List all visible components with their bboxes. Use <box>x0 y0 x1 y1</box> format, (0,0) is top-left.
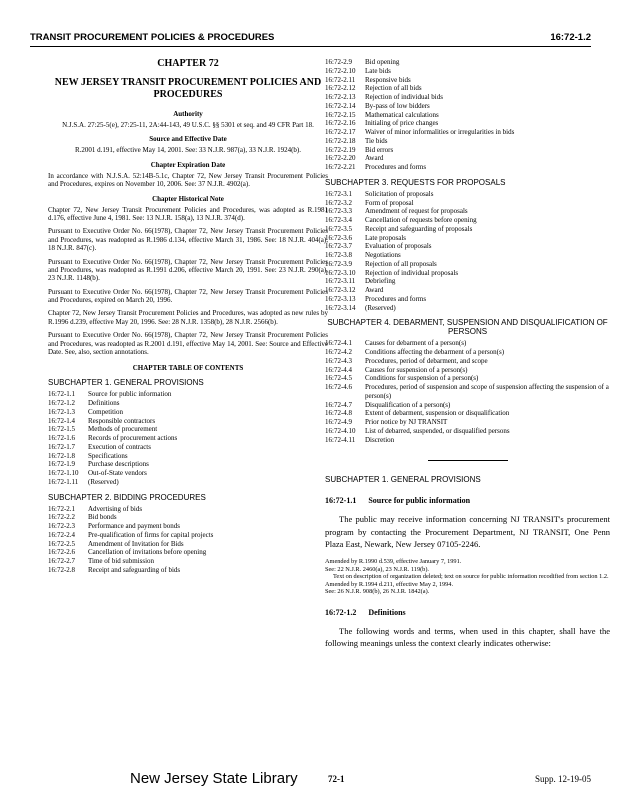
toc-entry[interactable] <box>48 566 328 575</box>
toc-entry-title: Causes for debarment of a person(s) <box>365 339 467 348</box>
toc-entry[interactable] <box>325 207 610 216</box>
history-note: Pursuant to Executive Order No. 66(1978), Chapter 72, New Jersey Transit Procurement Policies and Procedures, was readopted as R.2001 d.191, effective May 14, 2001. See: Source and Effective Date. See, also, section annotations. <box>48 331 328 357</box>
toc-entry[interactable] <box>325 67 610 76</box>
toc-entry-title: Advertising of bids <box>88 504 143 513</box>
toc-entry[interactable] <box>325 242 610 251</box>
toc-entry[interactable] <box>325 427 610 436</box>
toc-entry[interactable] <box>48 548 328 557</box>
toc-entry-title: Specifications <box>88 451 128 460</box>
toc-entry-title: (Reserved) <box>365 303 396 312</box>
toc-entry-title: Conditions affecting the debarment of a person(s) <box>365 348 505 356</box>
toc-entry-number: 16:72-2.6 <box>48 548 76 557</box>
toc-subchapter-2-title: SUBCHAPTER 2. BIDDING PROCEDURES <box>48 492 206 502</box>
toc-entry-title: Amendment of Invitation for Bids <box>88 539 184 548</box>
toc-entry[interactable] <box>325 348 610 357</box>
toc-entry-number: 16:72-1.1 <box>48 390 76 399</box>
toc-entry-number: 16:72-2.20 <box>325 154 356 163</box>
history-heading: Chapter Historical Note <box>152 194 224 203</box>
toc-entry-number: 16:72-3.9 <box>325 259 353 268</box>
toc-entry-title: Form of proposal <box>365 198 414 207</box>
toc-subchapter-4-title: SUBCHAPTER 4. DEBARMENT, SUSPENSION AND DISQUALIFICATION OF PERSONS <box>327 318 608 337</box>
toc-entry-title: (Reserved) <box>88 477 119 486</box>
toc-entry[interactable] <box>48 478 328 487</box>
amendment-note: Text on description of organization deleted; text on source for public information recodified from section 1.2. <box>333 573 609 581</box>
toc-entry-number: 16:72-4.11 <box>325 435 356 444</box>
toc-entry[interactable] <box>48 417 328 426</box>
right-column <box>325 58 610 658</box>
toc-entry-title: Performance and payment bonds <box>88 522 180 531</box>
toc-entry-title: Procedures and forms <box>365 294 427 303</box>
toc-entry-number: 16:72-2.2 <box>48 513 76 522</box>
toc-entry-title: Out-of-State vendors <box>88 469 147 478</box>
toc-entry-number: 16:72-3.14 <box>325 303 356 312</box>
toc-entry[interactable] <box>325 58 610 67</box>
toc-entry-title: Receipt and safeguarding of proposals <box>365 224 473 233</box>
toc-subchapter-1-title: SUBCHAPTER 1. GENERAL PROVISIONS <box>48 378 204 388</box>
toc-entry-number: 16:72-1.5 <box>48 425 76 434</box>
toc-entry[interactable] <box>325 146 610 155</box>
source-text: R.2001 d.191, effective May 14, 2001. See: 33 N.J.R. 987(a), 33 N.J.R. 1924(b). <box>75 146 301 155</box>
section-text: The following words and terms, when used in this chapter, shall have the following meanings unless the context clearly indicates otherwise: <box>325 625 610 649</box>
toc-entry[interactable] <box>325 286 610 295</box>
toc-entry[interactable] <box>325 84 610 93</box>
toc-entry-title: Debriefing <box>365 277 396 286</box>
section-number: 16:72-1.1 <box>325 496 357 506</box>
toc-entry[interactable] <box>325 216 610 225</box>
toc-entry-number: 16:72-2.17 <box>325 128 356 136</box>
toc-entry-title: Cancellation of invitations before opening <box>88 548 207 557</box>
toc-entry[interactable] <box>325 383 610 401</box>
history-note: Pursuant to Executive Order No. 66(1978), Chapter 72, New Jersey Transit Procurement Policies and Procedures, expired on March 20, 1996. <box>48 287 328 305</box>
toc-entry-title: Procedures and forms <box>365 163 427 171</box>
toc-entry-title: Source for public information <box>88 390 172 399</box>
toc-entry-title: Extent of debarment, suspension or disqualification <box>365 409 510 418</box>
toc-entry[interactable] <box>48 460 328 469</box>
toc-entry-title: Causes for suspension of a person(s) <box>365 365 468 374</box>
history-note: Pursuant to Executive Order No. 66(1978), Chapter 72, New Jersey Transit Procurement Policies and Procedures, was readopted as R.1986 d.134, effective March 31, 1986. See: 18 N.J.R. 404(a), 18 N.J.R. 847(c). <box>48 227 328 253</box>
toc-entry-number: 16:72-3.5 <box>325 224 353 233</box>
toc-entry[interactable] <box>325 269 610 278</box>
toc-entry-number: 16:72-3.13 <box>325 294 356 303</box>
toc-entry-title: Rejection of all proposals <box>365 259 437 268</box>
toc-entry-number: 16:72-2.10 <box>325 66 356 75</box>
toc-entry-number: 16:72-3.1 <box>325 189 353 198</box>
toc-entry-title: Late proposals <box>365 233 407 242</box>
toc-entry-number: 16:72-2.16 <box>325 119 356 128</box>
toc-entry-number: 16:72-3.7 <box>325 242 353 251</box>
toc-entry[interactable] <box>325 190 610 199</box>
toc-entry-title: Award <box>365 154 384 163</box>
running-header <box>30 30 591 47</box>
toc-entry-number: 16:72-4.7 <box>325 400 353 409</box>
toc-entry[interactable] <box>325 93 610 102</box>
toc-entry[interactable] <box>48 425 328 434</box>
toc-entry-number: 16:72-3.4 <box>325 216 353 224</box>
toc-entry[interactable] <box>325 339 610 348</box>
toc-entry-title: Disqualification of a person(s) <box>365 400 451 409</box>
authority-heading: Authority <box>173 110 203 118</box>
history-note: Chapter 72, New Jersey Transit Procurement Policies and Procedures, was adopted as new rules by R.1996 d.239, effective May 20, 1996. See: 28 N.J.R. 1358(b), 28 N.J.R. 2566(b). <box>48 309 328 326</box>
toc-entry[interactable] <box>325 251 610 260</box>
toc-entry[interactable] <box>325 295 610 304</box>
toc-entry-number: 16:72-4.9 <box>325 418 353 426</box>
toc-entry-title: Evaluation of proposals <box>365 242 432 251</box>
toc-entry[interactable] <box>48 540 328 549</box>
amendment-note: Amended by R.1990 d.539, effective January 7, 1991. <box>325 558 462 566</box>
toc-entry-title: Procedures, period of debarment, and scope <box>365 356 488 365</box>
toc-entry[interactable] <box>48 531 328 540</box>
toc-entry-title: Competition <box>88 407 123 416</box>
amendment-notes <box>325 558 610 596</box>
toc-entry-title: Bid errors <box>365 145 394 154</box>
toc-entry-number: 16:72-3.8 <box>325 251 353 259</box>
toc-entry[interactable] <box>48 557 328 566</box>
toc-entry-number: 16:72-1.9 <box>48 460 76 469</box>
authority-text: N.J.S.A. 27:25-5(e), 27:25-11, 2A:44-143, 49 U.S.C. §§ 5301 et seq. and 49 CFR Part 18. <box>62 121 314 129</box>
header-section-number: 16:72-1.2 <box>550 32 591 43</box>
toc-entry-number: 16:72-1.3 <box>48 407 76 416</box>
toc-entry-title: Rejection of all bids <box>365 84 422 93</box>
section-heading-1-2 <box>325 608 610 617</box>
toc-entry-title: List of debarred, suspended, or disqualified persons <box>365 426 510 435</box>
toc-entry[interactable] <box>48 452 328 461</box>
toc-entry-number: 16:72-2.15 <box>325 110 356 119</box>
toc-entry[interactable] <box>48 443 328 452</box>
toc-entry-title: Negotiations <box>365 251 401 259</box>
toc-entry-number: 16:72-2.13 <box>325 93 356 101</box>
left-column <box>48 58 328 575</box>
toc-entry[interactable] <box>325 137 610 146</box>
toc-entry[interactable] <box>325 76 610 85</box>
toc-subchapter-1-list <box>48 390 328 486</box>
toc-entry-number: 16:72-3.11 <box>325 277 356 286</box>
toc-entry-number: 16:72-2.19 <box>325 145 356 154</box>
toc-entry[interactable] <box>325 154 610 163</box>
toc-entry-number: 16:72-1.11 <box>48 477 79 486</box>
toc-entry-title: Prior notice by NJ TRANSIT <box>365 418 448 426</box>
section-divider <box>428 460 508 461</box>
expiration-heading: Chapter Expiration Date <box>150 160 226 169</box>
toc-entry[interactable] <box>48 408 328 417</box>
toc-entry[interactable] <box>325 436 610 445</box>
toc-entry-title: Award <box>365 286 384 294</box>
toc-entry-number: 16:72-2.7 <box>48 557 76 566</box>
section-title: Definitions <box>368 607 406 617</box>
toc-entry-number: 16:72-1.4 <box>48 416 76 425</box>
toc-entry-number: 16:72-2.3 <box>48 522 76 531</box>
toc-entry[interactable] <box>48 399 328 408</box>
toc-entry[interactable] <box>48 434 328 443</box>
toc-entry[interactable] <box>325 277 610 286</box>
toc-entry[interactable] <box>325 401 610 410</box>
toc-entry[interactable] <box>325 111 610 120</box>
amendment-note: See: 22 N.J.R. 2460(a), 23 N.J.R. 119(b). <box>325 565 430 573</box>
toc-entry-number: 16:72-2.14 <box>325 101 356 110</box>
chapter-title: NEW JERSEY TRANSIT PROCUREMENT POLICIES AND PROCEDURES <box>54 77 322 100</box>
toc-subchapter-4-list <box>325 339 610 444</box>
toc-entry[interactable] <box>48 469 328 478</box>
toc-entry-title: Mathematical calculations <box>365 110 439 119</box>
toc-entry-title: Methods of procurement <box>88 425 158 434</box>
toc-entry-number: 16:72-3.10 <box>325 268 356 277</box>
toc-entry[interactable] <box>325 234 610 243</box>
body-subchapter-title: SUBCHAPTER 1. GENERAL PROVISIONS <box>325 475 481 485</box>
section-title: Source for public information <box>368 496 471 506</box>
amendment-note: Amended by R.1994 d.211, effective May 2, 1994. <box>325 580 454 588</box>
toc-subchapter-2-list <box>48 505 328 575</box>
toc-entry[interactable] <box>325 374 610 383</box>
toc-entry-title: Bid opening <box>365 58 400 66</box>
toc-entry-number: 16:72-4.10 <box>325 426 356 435</box>
toc-entry[interactable] <box>48 513 328 522</box>
toc-entry-number: 16:72-2.18 <box>325 136 356 145</box>
toc-entry-title: Rejection of individual proposals <box>365 268 459 277</box>
toc-entry-number: 16:72-2.1 <box>48 504 76 513</box>
toc-entry-title: Responsive bids <box>365 75 411 84</box>
toc-entry-title: Late bids <box>365 66 391 75</box>
toc-entry-title: Time of bid submission <box>88 557 155 566</box>
toc-entry-number: 16:72-1.10 <box>48 469 79 478</box>
toc-entry-number: 16:72-2.8 <box>48 565 76 574</box>
toc-entry-title: Tie bids <box>365 136 388 145</box>
toc-entry[interactable] <box>325 128 610 137</box>
page-number: 72-1 <box>328 774 345 784</box>
history-note: Chapter 72, New Jersey Transit Procurement Policies and Procedures, was adopted as R.1981 d.176, effective June 4, 1981. See: 13 N.J.R. 158(a), 13 N.J.R. 374(d). <box>48 205 328 222</box>
toc-entry-number: 16:72-4.6 <box>325 383 353 391</box>
toc-entry-number: 16:72-4.8 <box>325 409 353 418</box>
toc-entry-title: Purchase descriptions <box>88 460 149 469</box>
toc-entry-number: 16:72-1.7 <box>48 442 76 451</box>
toc-entry-number: 16:72-3.6 <box>325 233 353 242</box>
toc-entry[interactable] <box>325 225 610 234</box>
toc-entry-title: Procedures, period of suspension and scope of suspension affecting the suspension of a person(s) <box>365 383 609 400</box>
toc-entry[interactable] <box>325 119 610 128</box>
toc-subchapter-3-list <box>325 190 610 313</box>
toc-entry-title: Solicitation of proposals <box>365 189 434 198</box>
toc-entry-title: Discretion <box>365 435 395 444</box>
toc-entry-title: Bid bonds <box>88 513 117 522</box>
toc-entry-title: Records of procurement actions <box>88 434 178 443</box>
toc-entry[interactable] <box>48 390 328 399</box>
toc-entry-number: 16:72-1.2 <box>48 399 76 408</box>
toc-entry-number: 16:72-4.4 <box>325 365 353 374</box>
toc-entry-number: 16:72-4.3 <box>325 356 353 365</box>
library-stamp: New Jersey State Library <box>130 770 298 787</box>
toc-entry-title: Waiver of minor informalities or irregularities in bids <box>365 128 515 136</box>
toc-entry[interactable] <box>325 304 610 313</box>
history-note: Pursuant to Executive Order No. 66(1978), Chapter 72, New Jersey Transit Procurement Policies and Procedures, was readopted as R.1991 d.206, effective March 20, 1991. See: 23 N.J.R. 290(a), 23 N.J.R. 1148(b). <box>48 257 328 283</box>
toc-heading: CHAPTER TABLE OF CONTENTS <box>132 364 244 373</box>
toc-entry[interactable] <box>48 505 328 514</box>
toc-entry-number: 16:72-2.11 <box>325 75 356 84</box>
toc-entry-number: 16:72-3.2 <box>325 198 353 207</box>
history-notes <box>48 206 328 357</box>
toc-entry[interactable] <box>325 260 610 269</box>
toc-entry-title: Initialing of price changes <box>365 119 439 128</box>
supplement-date: Supp. 12-19-05 <box>535 774 591 784</box>
expiration-text: In accordance with N.J.S.A. 52:14B-5.1c, Chapter 72, New Jersey Transit Procurement Policies and Procedures, expires on November 10, 2006. See: 37 N.J.R. 4902(a). <box>48 171 328 189</box>
toc-entry-number: 16:72-3.12 <box>325 286 356 294</box>
toc-entry-number: 16:72-2.4 <box>48 530 76 539</box>
toc-entry-title: Receipt and safeguarding of bids <box>88 565 181 574</box>
toc-entry[interactable] <box>325 357 610 366</box>
toc-entry[interactable] <box>325 163 610 172</box>
toc-entry-number: 16:72-4.5 <box>325 374 353 383</box>
toc-entry-number: 16:72-1.8 <box>48 451 76 460</box>
toc-entry-number: 16:72-4.2 <box>325 348 353 356</box>
toc-entry-title: By-pass of low bidders <box>365 101 430 110</box>
toc-entry-title: Conditions for suspension of a person(s) <box>365 374 479 383</box>
section-number: 16:72-1.2 <box>325 607 357 617</box>
toc-entry-number: 16:72-3.3 <box>325 207 353 216</box>
toc-entry-number: 16:72-2.5 <box>48 539 76 548</box>
toc-entry[interactable] <box>325 418 610 427</box>
toc-entry-number: 16:72-2.9 <box>325 58 353 66</box>
amendment-note: See: 26 N.J.R. 908(b), 26 N.J.R. 1842(a). <box>325 588 430 596</box>
toc-entry-title: Cancellation of requests before opening <box>365 216 477 224</box>
chapter-number: CHAPTER 72 <box>157 58 219 69</box>
toc-entry-number: 16:72-1.6 <box>48 434 76 443</box>
toc-subchapter-3-title: SUBCHAPTER 3. REQUESTS FOR PROPOSALS <box>325 177 506 187</box>
toc-entry-number: 16:72-2.21 <box>325 163 356 171</box>
toc-entry[interactable] <box>325 366 610 375</box>
toc-entry-title: Execution of contracts <box>88 442 151 451</box>
toc-entry-number: 16:72-4.1 <box>325 339 353 348</box>
toc-entry-title: Rejection of individual bids <box>365 93 443 101</box>
toc-entry-number: 16:72-2.12 <box>325 84 356 93</box>
toc-entry[interactable] <box>325 409 610 418</box>
toc-entry[interactable] <box>325 102 610 111</box>
toc-entry-title: Amendment of request for proposals <box>365 207 468 216</box>
header-title: TRANSIT PROCUREMENT POLICIES & PROCEDURES <box>30 32 275 43</box>
page-footer <box>30 770 591 790</box>
source-heading: Source and Effective Date <box>149 135 227 144</box>
toc-entry-title: Pre-qualification of firms for capital projects <box>88 530 214 539</box>
toc-subchapter-2-continued-list <box>325 58 610 172</box>
toc-entry-title: Definitions <box>88 399 120 408</box>
section-text: The public may receive information concerning NJ TRANSIT's procurement program by contacting the Procurement Department, NJ TRANSIT, One Penn Plaza East, Newark, New Jersey 07105-2246. <box>325 514 610 549</box>
section-heading-1-1 <box>325 496 610 505</box>
toc-entry[interactable] <box>325 199 610 208</box>
toc-entry[interactable] <box>48 522 328 531</box>
toc-entry-title: Responsible contractors <box>88 416 156 425</box>
